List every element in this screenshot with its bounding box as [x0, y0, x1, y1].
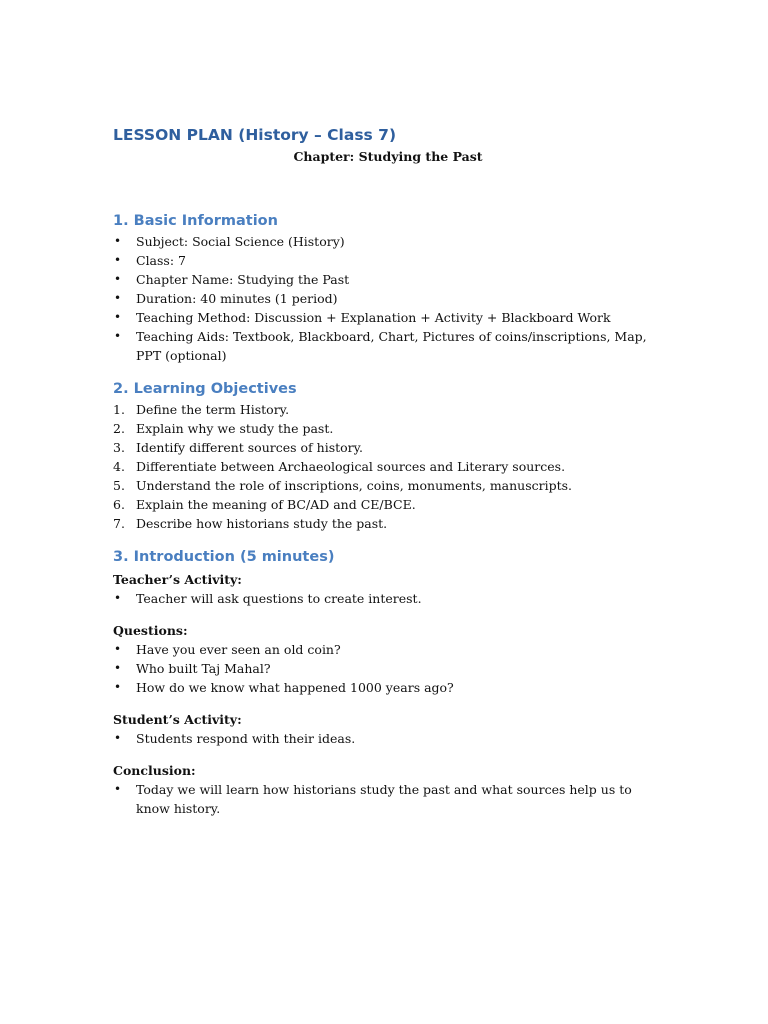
list-item: • How do we know what happened 1000 years ago?: [114, 680, 454, 695]
document-title: LESSON PLAN (History – Class 7): [113, 126, 397, 144]
list-item: 2. Explain why we study the past.: [113, 421, 334, 436]
learning-objectives-list: [113, 400, 653, 533]
list-item: 4. Differentiate between Archaeological sources and Literary sources.: [113, 459, 566, 474]
list-item: • Today we will learn how historians study the past and what sources help us to know history.: [114, 782, 632, 816]
list-item: • Have you ever seen an old coin?: [114, 642, 341, 657]
list-item: • Duration: 40 minutes (1 period): [114, 291, 338, 306]
list-item: 5. Understand the role of inscriptions, coins, monuments, manuscripts.: [113, 478, 573, 493]
questions-list: [113, 640, 653, 697]
teacher-activity-list: [113, 589, 653, 608]
student-activity-label: Student’s Activity:: [113, 712, 242, 727]
bullet-icon: •: [114, 731, 122, 745]
section-heading-basic-information: 1. Basic Information: [113, 213, 278, 229]
bullet-icon: •: [114, 291, 122, 305]
list-item: • Subject: Social Science (History): [114, 234, 345, 249]
section-heading-introduction: 3. Introduction (5 minutes): [113, 549, 335, 565]
list-item: • Teacher will ask questions to create interest.: [114, 591, 422, 606]
list-item: 3. Identify different sources of history.: [113, 440, 364, 455]
bullet-icon: •: [114, 253, 122, 267]
list-item: • Teaching Method: Discussion + Explanation + Activity + Blackboard Work: [114, 310, 611, 325]
bullet-icon: •: [114, 310, 122, 324]
bullet-icon: •: [114, 329, 122, 343]
conclusion-list: [113, 780, 653, 818]
bullet-icon: •: [114, 591, 122, 605]
section-heading-learning-objectives: 2. Learning Objectives: [113, 381, 297, 397]
list-number: 5.: [113, 478, 125, 493]
list-item: 7. Describe how historians study the past.: [113, 516, 388, 531]
list-item: • Students respond with their ideas.: [114, 731, 356, 746]
bullet-icon: •: [114, 661, 122, 675]
list-number: 3.: [113, 440, 125, 455]
bullet-icon: •: [114, 234, 122, 248]
bullet-icon: •: [114, 642, 122, 656]
bullet-icon: •: [114, 272, 122, 286]
questions-label: Questions:: [113, 623, 188, 638]
list-number: 7.: [113, 516, 125, 531]
list-item: • Who built Taj Mahal?: [114, 661, 271, 676]
basic-information-list: [113, 232, 653, 365]
student-activity-list: [113, 729, 653, 748]
bullet-icon: •: [114, 782, 122, 796]
list-number: 2.: [113, 421, 125, 436]
list-number: 4.: [113, 459, 125, 474]
list-number: 6.: [113, 497, 125, 512]
list-number: 1.: [113, 402, 125, 417]
conclusion-label: Conclusion:: [113, 763, 196, 778]
teacher-activity-label: Teacher’s Activity:: [113, 572, 242, 587]
list-item: 1. Define the term History.: [113, 402, 290, 417]
list-item: • Teaching Aids: Textbook, Blackboard, Chart, Pictures of coins/inscriptions, Map, PPT (optional): [114, 329, 647, 363]
document-content: [113, 124, 653, 818]
chapter-subtitle: Chapter: Studying the Past: [293, 149, 483, 164]
list-item: 6. Explain the meaning of BC/AD and CE/BCE.: [113, 497, 416, 512]
list-item: • Class: 7: [114, 253, 186, 268]
list-item: • Chapter Name: Studying the Past: [114, 272, 350, 287]
bullet-icon: •: [114, 680, 122, 694]
